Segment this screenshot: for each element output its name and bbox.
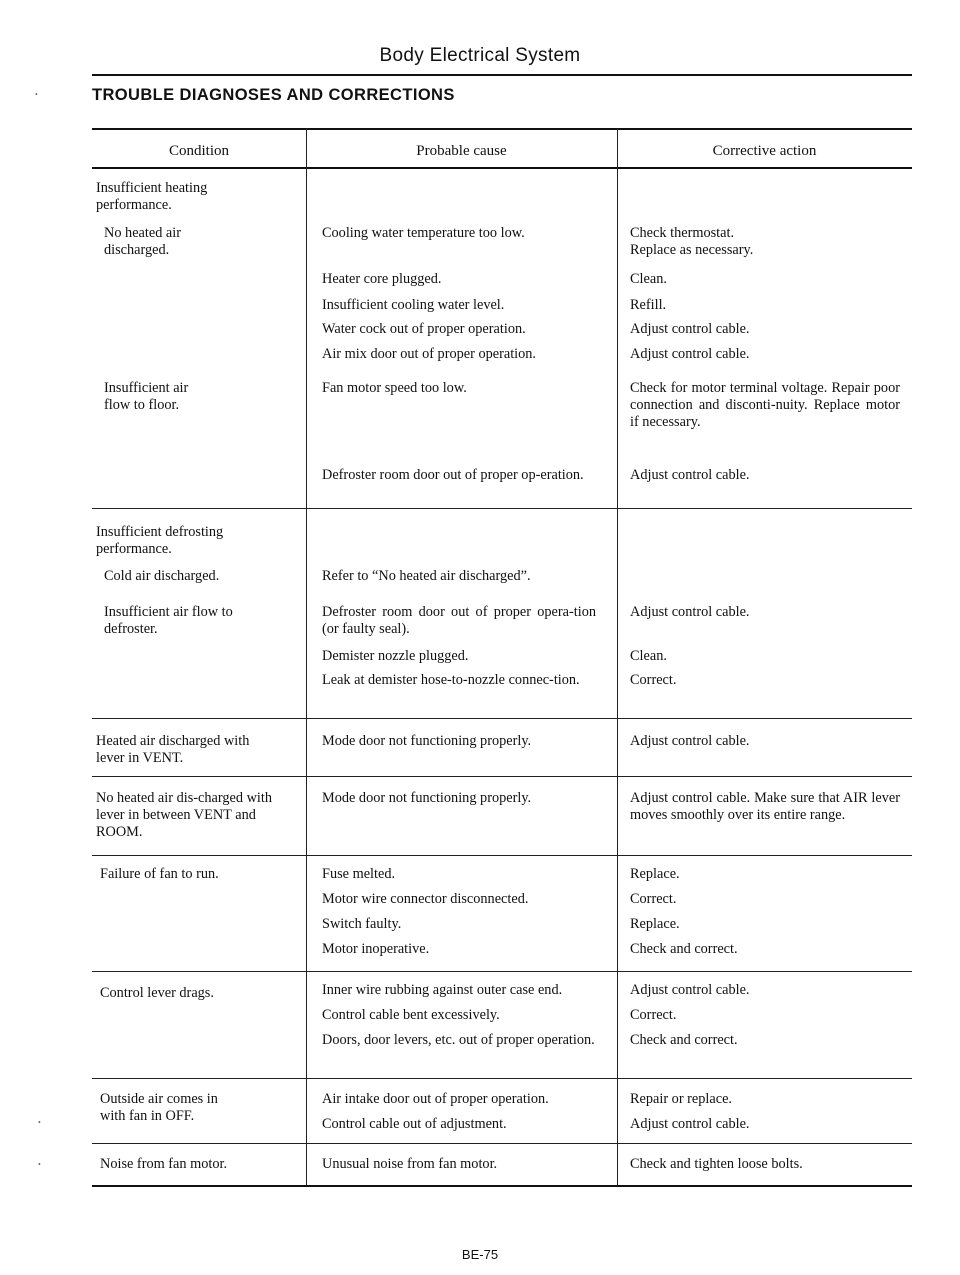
action-cell: Check thermostat. Replace as necessary.: [630, 225, 754, 258]
cause-cell: Control cable out of adjustment.: [322, 1116, 507, 1132]
cause-cell: Air mix door out of proper operation.: [322, 346, 537, 362]
table-top-rule: [92, 128, 912, 130]
condition-cell: Outside air comes in with fan in OFF.: [100, 1091, 218, 1124]
action-cell: Check and correct.: [630, 941, 738, 957]
cause-cell: Fuse melted.: [322, 866, 396, 882]
margin-speck: •: [35, 90, 38, 99]
action-cell: Check and tighten loose bolts.: [630, 1156, 803, 1172]
row-divider: [92, 508, 912, 509]
column-header-cause: Probable cause: [416, 143, 507, 159]
action-cell: Correct.: [630, 672, 677, 688]
condition-cell: Cold air discharged.: [104, 568, 220, 584]
cause-cell: Switch faulty.: [322, 916, 402, 932]
row-divider: [92, 776, 912, 777]
column-header-action: Corrective action: [712, 143, 817, 159]
column-divider: [306, 128, 307, 1185]
action-cell: Adjust control cable. Make sure that AIR lever moves smoothly over its entire range.: [630, 790, 900, 823]
cause-cell: Water cock out of proper operation.: [322, 321, 526, 337]
cause-cell: Inner wire rubbing against outer case end.: [322, 982, 563, 998]
cause-cell: Defroster room door out of proper op-eration.: [322, 467, 584, 483]
action-cell: Replace.: [630, 866, 680, 882]
cause-cell: Mode door not functioning properly.: [322, 790, 532, 806]
cause-cell: Fan motor speed too low.: [322, 380, 467, 396]
cause-cell: Motor inoperative.: [322, 941, 430, 957]
cause-cell: Cooling water temperature too low.: [322, 225, 525, 241]
margin-speck: •: [38, 1118, 41, 1127]
page-header-title: Body Electrical System: [379, 45, 581, 66]
cause-cell: Air intake door out of proper operation.: [322, 1091, 549, 1107]
action-cell: Clean.: [630, 648, 667, 664]
action-cell: Adjust control cable.: [630, 604, 750, 620]
cause-cell: Unusual noise from fan motor.: [322, 1156, 498, 1172]
action-cell: Adjust control cable.: [630, 1116, 750, 1132]
action-cell: Check and correct.: [630, 1032, 738, 1048]
action-cell: Correct.: [630, 891, 677, 907]
column-divider: [617, 128, 618, 1185]
condition-cell: Control lever drags.: [100, 985, 214, 1001]
action-cell: Clean.: [630, 271, 667, 287]
cause-cell: Motor wire connector disconnected.: [322, 891, 529, 907]
cause-cell: Defroster room door out of proper opera-tion (or faulty seal).: [322, 604, 596, 637]
row-divider: [92, 1143, 912, 1144]
cause-cell: Mode door not functioning properly.: [322, 733, 532, 749]
condition-cell: No heated air dis-charged with lever in between VENT and ROOM.: [96, 790, 273, 840]
condition-cell: Noise from fan motor.: [100, 1156, 228, 1172]
cause-cell: Refer to “No heated air discharged”.: [322, 568, 531, 584]
margin-speck: •: [38, 1160, 41, 1169]
table-bottom-rule: [92, 1185, 912, 1187]
action-cell: Adjust control cable.: [630, 346, 750, 362]
cause-cell: Control cable bent excessively.: [322, 1007, 500, 1023]
action-cell: Adjust control cable.: [630, 733, 750, 749]
condition-cell: Insufficient air flow to floor.: [104, 380, 189, 413]
action-cell: Adjust control cable.: [630, 321, 750, 337]
action-cell: Repair or replace.: [630, 1091, 733, 1107]
table-header-rule: [92, 167, 912, 169]
cause-cell: Doors, door levers, etc. out of proper operation.: [322, 1032, 595, 1048]
cause-cell: Heater core plugged.: [322, 271, 442, 287]
action-cell: Correct.: [630, 1007, 677, 1023]
page-number: BE-75: [461, 1247, 499, 1262]
condition-cell: No heated air discharged.: [104, 225, 182, 258]
condition-cell: Heated air discharged with lever in VENT.: [96, 733, 250, 766]
action-cell: Adjust control cable.: [630, 982, 750, 998]
condition-cell: Failure of fan to run.: [100, 866, 219, 882]
header-rule: [92, 74, 912, 76]
action-cell: Check for motor terminal voltage. Repair poor connection and disconti-nuity. Replace motor if necessary.: [630, 380, 900, 430]
condition-cell: Insufficient heating performance.: [96, 180, 208, 213]
action-cell: Refill.: [630, 297, 667, 313]
cause-cell: Insufficient cooling water level.: [322, 297, 505, 313]
row-divider: [92, 855, 912, 856]
row-divider: [92, 718, 912, 719]
cause-cell: Leak at demister hose-to-nozzle connec-tion.: [322, 672, 580, 688]
action-cell: Replace.: [630, 916, 680, 932]
row-divider: [92, 971, 912, 972]
condition-cell: Insufficient air flow to defroster.: [104, 604, 233, 637]
column-header-condition: Condition: [168, 143, 229, 159]
cause-cell: Demister nozzle plugged.: [322, 648, 469, 664]
condition-cell: Insufficient defrosting performance.: [96, 524, 224, 557]
section-title: TROUBLE DIAGNOSES AND CORRECTIONS: [92, 86, 455, 104]
action-cell: Adjust control cable.: [630, 467, 750, 483]
row-divider: [92, 1078, 912, 1079]
